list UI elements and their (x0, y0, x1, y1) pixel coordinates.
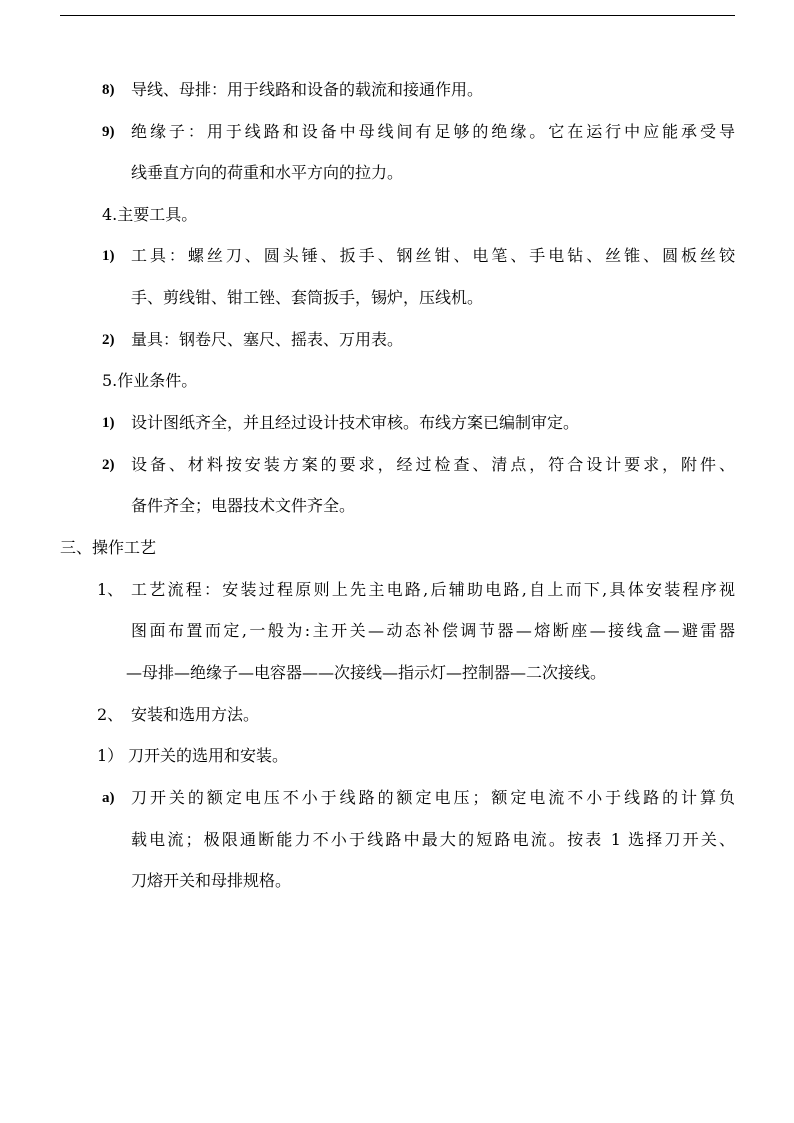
item-text: 量具：钢卷尺、塞尺、摇表、万用表。 (131, 330, 404, 349)
item-text-cont: 线垂直方向的荷重和水平方向的拉力。 (131, 163, 404, 182)
step-marker: 1、 (97, 580, 124, 599)
section-heading-4: 4.主要工具。 (102, 205, 198, 224)
step-text: 安装和选用方法。 (131, 705, 260, 724)
item-marker: 2) (102, 457, 115, 473)
item-text-cont: 刀熔开关和母排规格。 (131, 871, 292, 890)
chapter-heading: 三、操作工艺 (60, 538, 157, 557)
item-marker: 9) (102, 124, 115, 140)
item-marker: 8) (102, 82, 115, 98)
item-text-cont: 手、剪线钳、钳工锉、套筒扳手，锡炉，压线机。 (131, 288, 484, 307)
step-marker: 2、 (97, 705, 124, 724)
item-text-cont: 载电流；极限通断能力不小于线路中最大的短路电流。按表 1 选择刀开关、 (131, 830, 735, 849)
item-text-cont: 备件齐全；电器技术文件齐全。 (131, 496, 356, 515)
section-heading-5: 5.作业条件。 (102, 371, 198, 390)
item-text: 工具：螺丝刀、圆头锤、扳手、钢丝钳、电笔、手电钻、丝锥、圆板丝铰 (131, 246, 735, 265)
step-text: 工艺流程：安装过程原则上先主电路,后辅助电路,自上而下,具体安装程序视 (131, 580, 735, 599)
item-text: 绝缘子：用于线路和设备中母线间有足够的绝缘。它在运行中应能承受导 (131, 122, 735, 141)
item-text: 设计图纸齐全，并且经过设计技术审核。布线方案已编制审定。 (131, 413, 580, 432)
item-text: 刀开关的额定电压不小于线路的额定电压；额定电流不小于线路的计算负 (131, 788, 735, 807)
item-text: 导线、母排：用于线路和设备的载流和接通作用。 (131, 80, 484, 99)
item-marker: a) (102, 790, 115, 806)
item-marker: 2) (102, 332, 115, 348)
item-marker: 1) (102, 415, 115, 431)
step-text-cont: —母排—绝缘子—电容器——次接线—指示灯—控制器—二次接线。 (126, 663, 607, 682)
sub-text: 刀开关的选用和安装。 (128, 746, 289, 765)
sub-marker: 1） (97, 746, 124, 765)
step-text-cont: 图面布置而定,一般为:主开关—动态补偿调节器—熔断座—接线盒—避雷器 (131, 621, 735, 640)
item-marker: 1) (102, 248, 115, 264)
header-rule (60, 15, 735, 16)
item-text: 设备、材料按安装方案的要求，经过检查、清点，符合设计要求，附件、 (131, 455, 735, 474)
